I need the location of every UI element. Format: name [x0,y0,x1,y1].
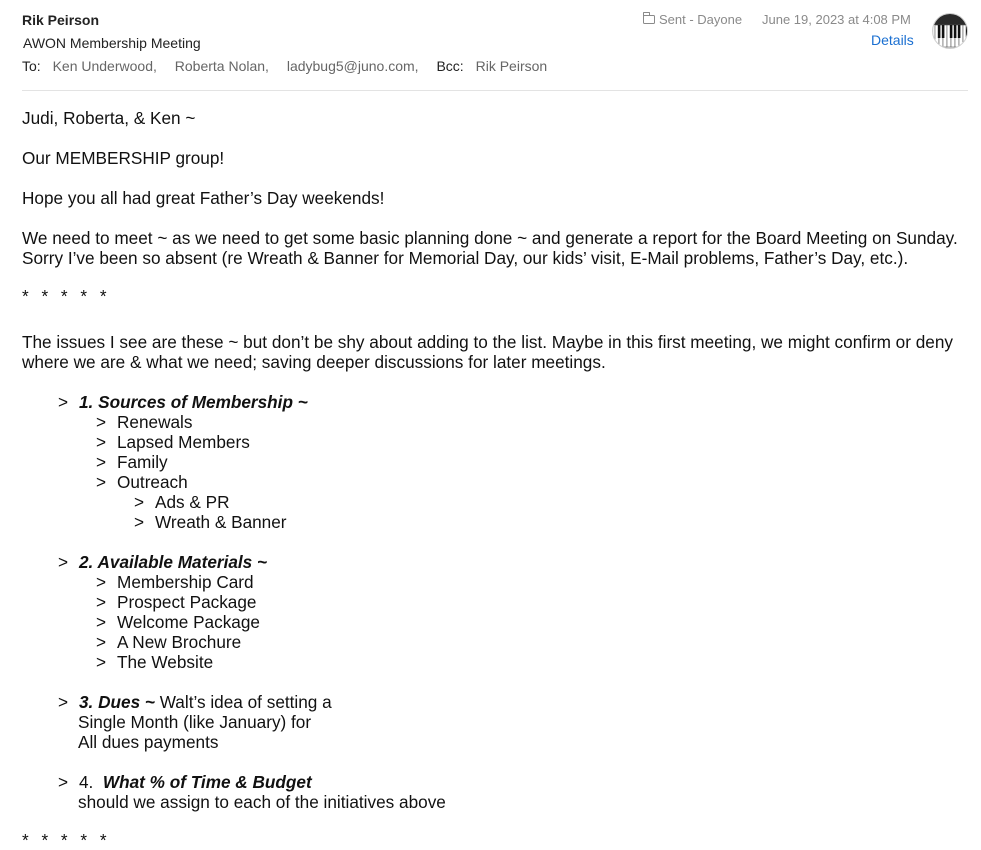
section-title: 1. Sources of Membership ~ [79,392,308,412]
body-paragraph-2b: where we are & what we need; saving deeper discussions for later meetings. [22,352,606,372]
list-item: Outreach [117,472,188,492]
list-item: The Website [117,652,214,672]
list-item: Welcome Package [117,612,260,632]
recipient-ken-underwood[interactable]: Ken Underwood, [52,58,157,74]
list-arrow: > [134,512,145,532]
to-label: To: [22,58,41,74]
section-title: 2. Available Materials ~ [79,552,268,572]
greeting: Judi, Roberta, & Ken ~ [22,108,196,128]
section-time-budget [22,772,968,812]
list-arrow: > [96,572,107,592]
section-text: Walt’s idea of setting a [154,692,332,712]
header-divider [22,90,968,91]
list-arrow: > [96,452,107,472]
section-continuation: Single Month (like January) for [78,712,312,732]
bcc-label: Bcc: [436,58,464,74]
message-date: June 19, 2023 at 4:08 PM [762,12,911,27]
list-arrow: > [134,492,145,512]
list-item: Prospect Package [117,592,257,612]
section-title: What % of Time & Budget [102,772,312,792]
body-paragraph-1a: We need to meet ~ as we need to get some basic planning done ~ and generate a report for the Board Meeting on Sunday. [22,228,958,248]
list-arrow: > [58,392,69,412]
section-number: 4. [79,772,103,792]
mailbox-indicator [643,12,742,27]
section-dues [22,692,968,752]
details-link[interactable]: Details [871,32,914,48]
star-separator-end: * * * * * [22,830,111,850]
list-item: Renewals [117,412,193,432]
mailbox-name: Sent - Dayone [659,12,743,27]
list-subitem: Wreath & Banner [155,512,287,532]
list-arrow: > [96,612,107,632]
sender-avatar[interactable] [932,13,968,49]
list-arrow: > [96,652,107,672]
body-line-fathers-day: Hope you all had great Father’s Day weekends! [22,188,385,208]
section-title: 3. Dues ~ [79,692,155,712]
message-subject: AWON Membership Meeting [23,35,201,51]
star-separator: * * * * * [22,286,111,306]
list-item: Lapsed Members [117,432,250,452]
sender-name[interactable]: Rik Peirson [22,12,100,28]
section-sources-of-membership [22,392,968,532]
list-arrow: > [96,432,107,452]
recipient-ladybug5[interactable]: ladybug5@juno.com, [286,58,419,74]
section-continuation: should we assign to each of the initiatives above [78,792,446,812]
recipients-line [22,58,561,74]
list-arrow: > [96,472,107,492]
section-available-materials [22,552,968,672]
recipient-roberta-nolan[interactable]: Roberta Nolan, [174,58,269,74]
body-paragraph-2a: The issues I see are these ~ but don’t be shy about adding to the list. Maybe in this first meeting, we might confirm or deny [22,332,954,352]
list-item: Membership Card [117,572,254,592]
list-subitem: Ads & PR [155,492,230,512]
list-arrow: > [58,772,69,792]
folder-icon [643,15,655,24]
message-header [0,0,981,92]
body-line-membership: Our MEMBERSHIP group! [22,148,225,168]
list-arrow: > [96,632,107,652]
message-body [22,108,968,850]
bcc-recipient-rik-peirson[interactable]: Rik Peirson [475,58,548,74]
section-continuation: All dues payments [78,732,219,752]
list-arrow: > [96,412,107,432]
list-arrow: > [96,592,107,612]
list-arrow: > [58,692,69,712]
list-item: A New Brochure [117,632,242,652]
body-paragraph-1b: Sorry I’ve been so absent (re Wreath & Banner for Memorial Day, our kids’ visit, E-Mail problems, Father’s Day, etc.). [22,248,909,268]
list-item: Family [117,452,168,472]
list-arrow: > [58,552,69,572]
piano-avatar-icon [933,14,968,49]
